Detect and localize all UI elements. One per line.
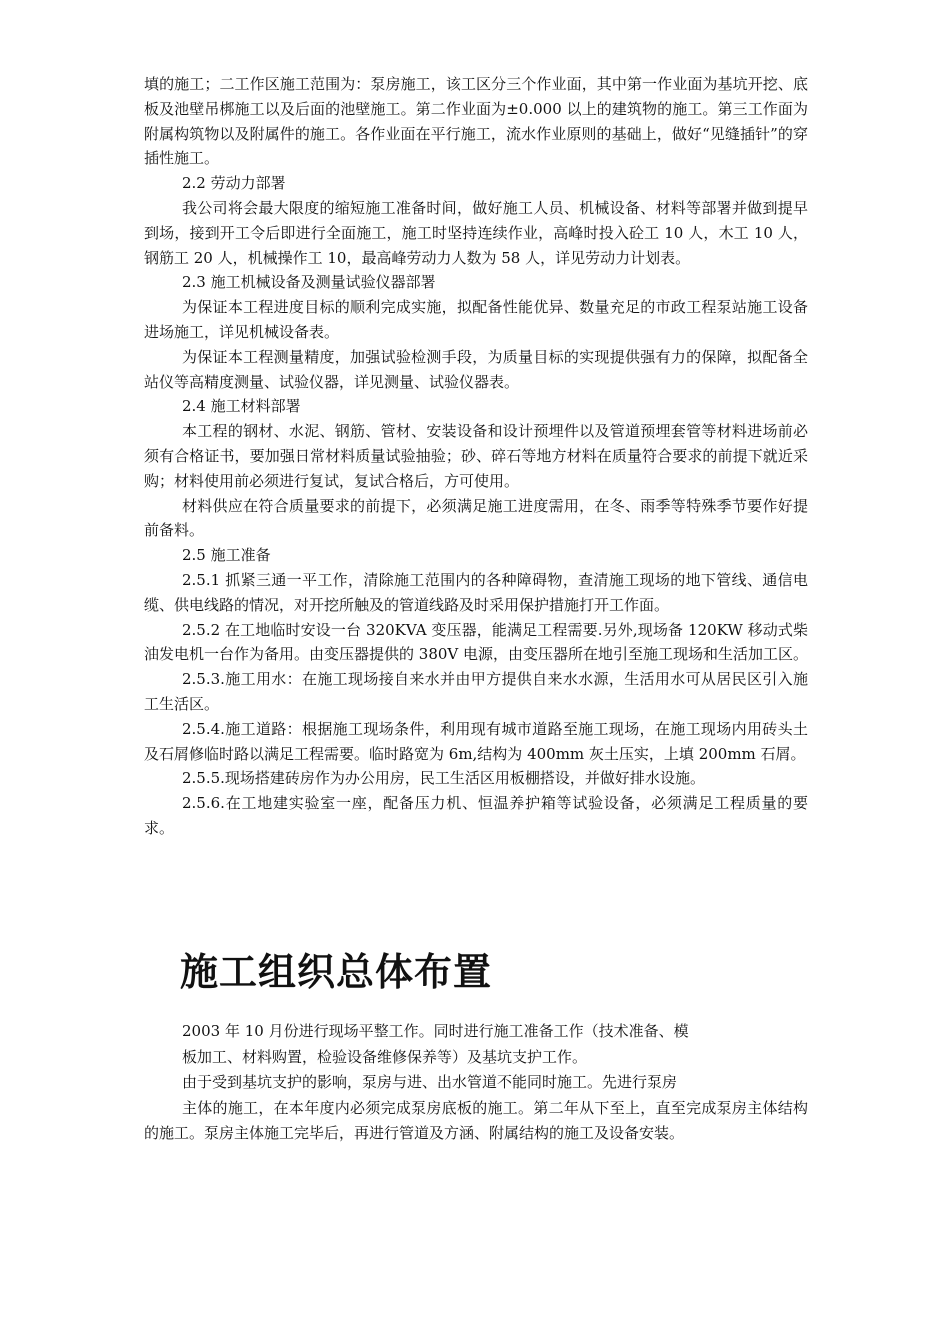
body-text-top: [144, 72, 808, 841]
paragraph-prep-2-5-4: 2.5.4.施工道路：根据施工现场条件，利用现有城市道路至施工现场，在施工现场内用砖头土及石屑修临时路以满足工程需要。临时路宽为 6m,结构为 400mm 灰土压实，上填 200mm 石屑。: [144, 719, 808, 763]
paragraph-sequence-line-1: 由于受到基坑支护的影响，泵房与进、出水管道不能同时施工。先进行泵房: [182, 1073, 678, 1092]
subheading-labor: 2.2 劳动力部署: [182, 174, 286, 193]
paragraph-sequence-line-2: 主体的施工，在本年度内必须完成泵房底板的施工。第二年从下至上，直至完成泵房主体结构的施工。泵房主体施工完毕后，再进行管道及方涵、附属结构的施工及设备安装。: [144, 1098, 808, 1143]
paragraph-prep-2-5-1: 2.5.1 抓紧三通一平工作，清除施工范围内的各种障碍物，查清施工现场的地下管线、通信电缆、供电线路的情况，对开挖所触及的管道线路及时采用保护措施打开工作面。: [144, 570, 808, 614]
paragraph-instruments: 为保证本工程测量精度，加强试验检测手段，为质量目标的实现提供强有力的保障，拟配备全站仪等高精度测量、试验仪器，详见测量、试验仪器表。: [144, 347, 808, 391]
body-text-bottom: [144, 1019, 808, 1147]
paragraph-equipment: 为保证本工程进度目标的顺利完成实施，拟配备性能优异、数量充足的市政工程泵站施工设备进场施工，详见机械设备表。: [144, 298, 808, 341]
paragraph-prep-2-5-6: 2.5.6.在工地建实验室一座，配备压力机、恒温养护箱等试验设备，必须满足工程质量的要求。: [144, 794, 808, 837]
section-title: 施工组织总体布置: [180, 950, 493, 994]
paragraph-labor: 我公司将会最大限度的缩短施工准备时间，做好施工人员、机械设备、材料等部署并做到提早到场，接到开工令后即进行全面施工，施工时坚持连续作业，高峰时投入砼工 10 人，木工 10 人，钢筋工 20 人，机械操作工 10，最高峰劳动力人数为 58 人，详见劳动力计划表。: [144, 198, 808, 267]
paragraph-work-zones: 填的施工；二工作区施工范围为：泵房施工，该工区分三个作业面，其中第一作业面为基坑开挖、底板及池壁吊梆施工以及后面的池壁施工。第二作业面为±0.000 以上的建筑物的施工。第三工作面为附属构筑物以及附属件的施工。各作业面在平行施工，流水作业原则的基础上，做好“见缝插针”的穿插性施工。: [144, 75, 808, 168]
subheading-preparation: 2.5 施工准备: [182, 546, 271, 565]
subheading-materials: 2.4 施工材料部署: [182, 397, 301, 416]
subheading-equipment: 2.3 施工机械设备及测量试验仪器部署: [182, 273, 436, 292]
paragraph-schedule-line-1: 2003 年 10 月份进行现场平整工作。同时进行施工准备工作（技术准备、模: [182, 1022, 689, 1040]
paragraph-materials: 本工程的钢材、水泥、钢筋、管材、安装设备和设计预埋件以及管道预埋套管等材料进场前必须有合格证书，要加强日常材料质量试验抽验；砂、碎石等地方材料在质量符合要求的前提下就近采购；材料使用前必须进行复试，复试合格后，方可使用。: [144, 422, 808, 490]
paragraph-material-supply: 材料供应在符合质量要求的前提下，必须满足施工进度需用，在冬、雨季等特殊季节要作好提前备料。: [144, 496, 808, 540]
paragraph-prep-2-5-5: 2.5.5.现场搭建砖房作为办公用房，民工生活区用板棚搭设，并做好排水设施。: [182, 769, 705, 788]
paragraph-schedule-line-2: 板加工、材料购置，检验设备维修保养等）及基坑支护工作。: [182, 1047, 588, 1066]
paragraph-prep-2-5-3: 2.5.3.施工用水：在施工现场接自来水并由甲方提供自来水水源，生活用水可从居民区引入施工生活区。: [144, 670, 808, 713]
paragraph-prep-2-5-2: 2.5.2 在工地临时安设一台 320KVA 变压器，能满足工程需要.另外,现场备 120KW 移动式柴油发电机一台作为备用。由变压器提供的 380V 电源，由变压器所在地引至施工现场和生活加工区。: [144, 620, 809, 664]
